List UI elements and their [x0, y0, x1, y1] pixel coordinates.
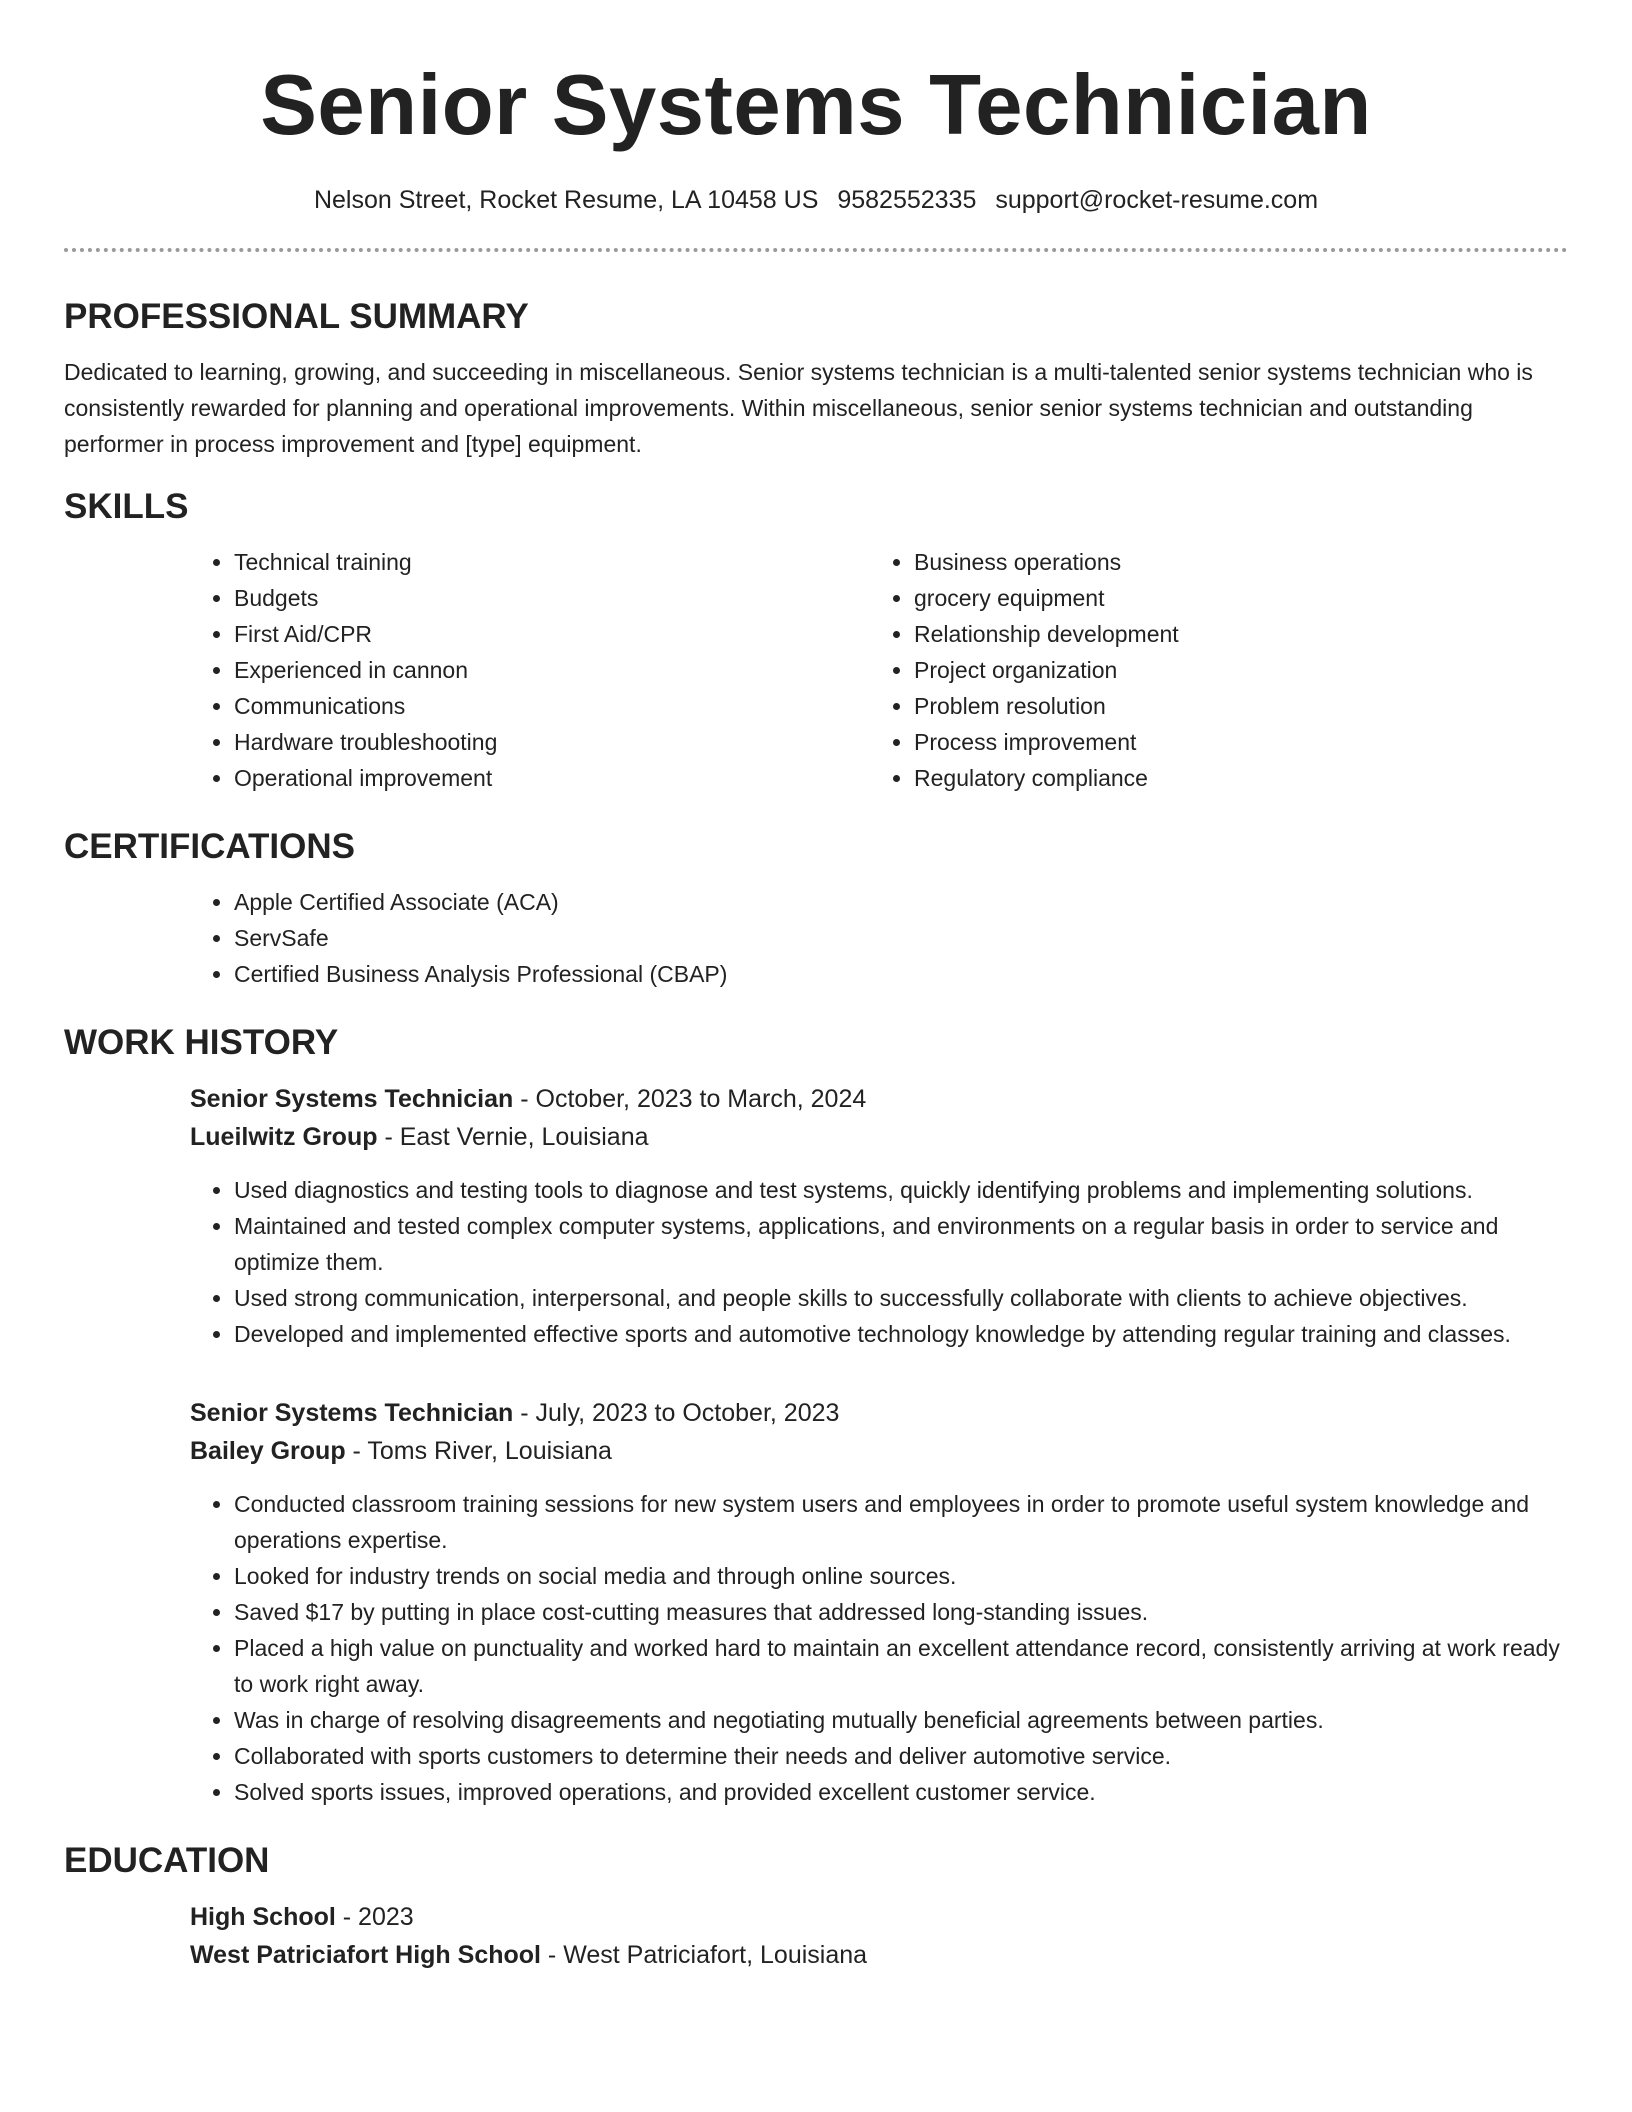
- job-bullet: • Maintained and tested complex computer systems, applications, and environments on a regular basis in order to service and optimize them.: [234, 1208, 1568, 1280]
- certification-item: • ServSafe: [234, 920, 1568, 956]
- work-history-title: WORK HISTORY: [64, 1023, 339, 1062]
- skills-column-right: [870, 544, 1550, 796]
- job-dates: - July, 2023 to October, 2023: [513, 1399, 840, 1427]
- address: Nelson Street, Rocket Resume, LA 10458 US: [313, 186, 819, 214]
- job-bullets: [190, 1172, 1568, 1352]
- skills-column-left: [190, 544, 870, 796]
- skill-item: • Operational improvement: [234, 760, 870, 796]
- education-location: - West Patriciafort, Louisiana: [540, 1941, 868, 1969]
- certifications-title: CERTIFICATIONS: [64, 827, 356, 866]
- summary-section: [64, 296, 1568, 462]
- resume-page: [64, 0, 1568, 1974]
- skills-title: SKILLS: [64, 487, 189, 526]
- skill-item: • First Aid/CPR: [234, 616, 870, 652]
- skill-item: • Process improvement: [914, 724, 1550, 760]
- job-role-line: [190, 1394, 1568, 1432]
- education-section: [64, 1840, 1568, 1974]
- job-bullet: • Used strong communication, interpersonal, and people skills to successfully collaborate with clients to achieve objectives.: [234, 1280, 1568, 1316]
- job-bullet: • Looked for industry trends on social media and through online sources.: [234, 1558, 1568, 1594]
- job-dates: - October, 2023 to March, 2024: [513, 1085, 867, 1113]
- skill-item: • Regulatory compliance: [914, 760, 1550, 796]
- job-bullet: • Saved $17 by putting in place cost-cutting measures that addressed long-standing issues.: [234, 1594, 1568, 1630]
- skill-item: • grocery equipment: [914, 580, 1550, 616]
- job-entry: [190, 1394, 1568, 1810]
- job-bullets: [190, 1486, 1568, 1810]
- skill-item: • Project organization: [914, 652, 1550, 688]
- education-degree: High School: [190, 1903, 336, 1931]
- job-role-line: [190, 1080, 1568, 1118]
- skill-item: • Relationship development: [914, 616, 1550, 652]
- skill-item: • Communications: [234, 688, 870, 724]
- certification-item: • Certified Business Analysis Professional (CBAP): [234, 956, 1568, 992]
- job-role: Senior Systems Technician: [190, 1399, 514, 1427]
- candidate-name: Senior Systems Technician: [260, 58, 1372, 153]
- header-divider: [64, 248, 1568, 252]
- job-entry: [190, 1080, 1568, 1352]
- job-bullet: • Was in charge of resolving disagreements and negotiating mutually beneficial agreements between parties.: [234, 1702, 1568, 1738]
- skills-grid: [190, 544, 1568, 796]
- education-title: EDUCATION: [64, 1841, 270, 1880]
- email: support@rocket-resume.com: [995, 186, 1319, 214]
- certifications-section: [64, 826, 1568, 992]
- education-year: - 2023: [335, 1903, 414, 1931]
- skill-item: • Problem resolution: [914, 688, 1550, 724]
- job-location: - Toms River, Louisiana: [345, 1437, 612, 1465]
- job-bullet: • Used diagnostics and testing tools to diagnose and test systems, quickly identifying problems and implementing solutions.: [234, 1172, 1568, 1208]
- job-bullet: • Developed and implemented effective sports and automotive technology knowledge by attending regular training and classes.: [234, 1316, 1568, 1352]
- job-location: - East Vernie, Louisiana: [377, 1123, 649, 1151]
- job-bullet: • Conducted classroom training sessions for new system users and employees in order to promote useful system knowledge and operations expertise.: [234, 1486, 1568, 1558]
- education-school-line: [190, 1936, 1568, 1974]
- skill-item: • Business operations: [914, 544, 1550, 580]
- skill-item: • Technical training: [234, 544, 870, 580]
- summary-text: Dedicated to learning, growing, and succeeding in miscellaneous. Senior systems technician is a multi-talented senior systems technician who is consistently rewarded for planning and operational improvements. Within miscellaneous, senior senior systems technician and outstanding performer in process improvement and [type] equipment.: [64, 359, 1533, 457]
- skill-item: • Budgets: [234, 580, 870, 616]
- phone: 9582552335: [837, 186, 977, 214]
- job-bullet: • Collaborated with sports customers to determine their needs and deliver automotive service.: [234, 1738, 1568, 1774]
- job-bullet: • Placed a high value on punctuality and worked hard to maintain an excellent attendance record, consistently arriving at work ready to work right away.: [234, 1630, 1568, 1702]
- work-history-section: [64, 1022, 1568, 1810]
- skill-item: • Hardware troubleshooting: [234, 724, 870, 760]
- certification-item: • Apple Certified Associate (ACA): [234, 884, 1568, 920]
- skills-section: [64, 486, 1568, 796]
- education-entry: [190, 1898, 1568, 1974]
- job-role: Senior Systems Technician: [190, 1085, 514, 1113]
- job-company-line: [190, 1432, 1568, 1470]
- job-company-line: [190, 1118, 1568, 1156]
- contact-line: [64, 184, 1568, 216]
- education-school: West Patriciafort High School: [190, 1941, 541, 1969]
- certifications-list: [190, 884, 1568, 992]
- job-company: Lueilwitz Group: [190, 1123, 378, 1151]
- job-company: Bailey Group: [190, 1437, 346, 1465]
- job-bullet: • Solved sports issues, improved operations, and provided excellent customer service.: [234, 1774, 1568, 1810]
- skill-item: • Experienced in cannon: [234, 652, 870, 688]
- summary-title: PROFESSIONAL SUMMARY: [64, 297, 529, 336]
- education-degree-line: [190, 1898, 1568, 1936]
